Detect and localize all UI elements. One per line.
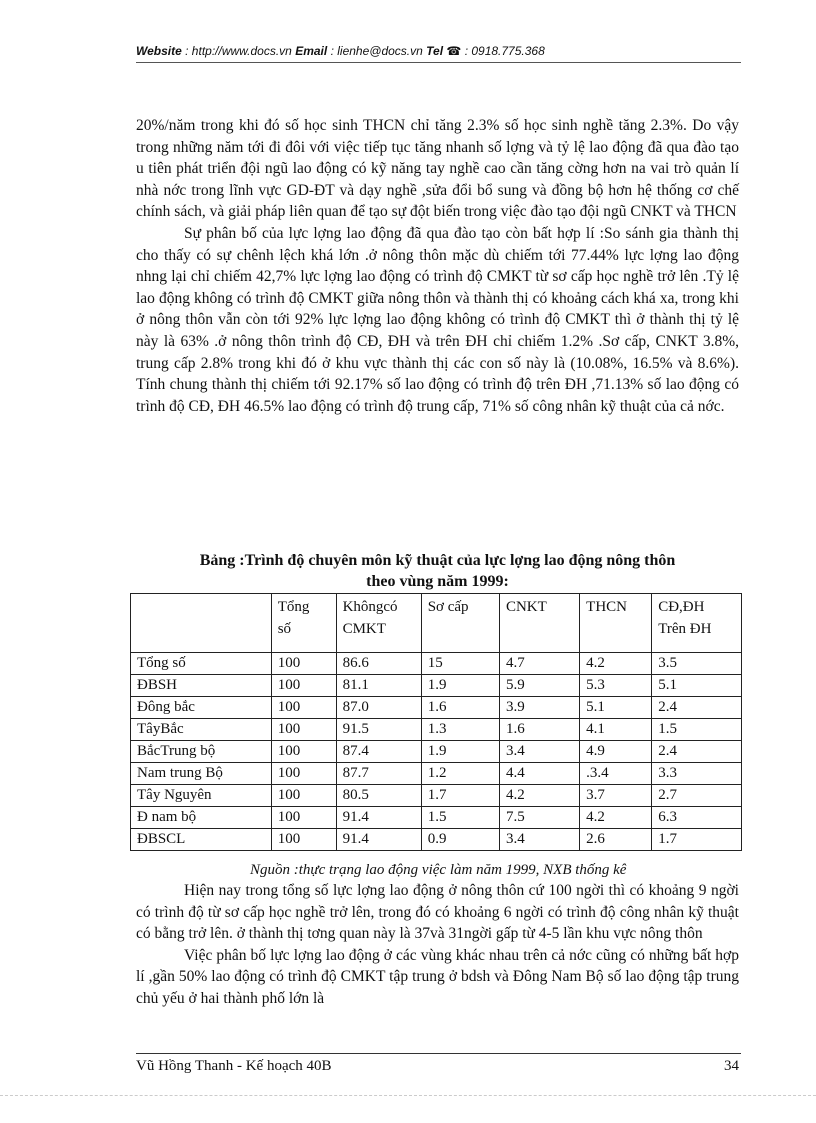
table-row <box>131 763 742 785</box>
table-cell: 100 <box>271 653 336 675</box>
table-title-line1: Bảng :Trình độ chuyên môn kỹ thuật của lực lợng lao động nông thôn <box>199 552 676 569</box>
table-title <box>136 550 739 592</box>
table-cell: 3.7 <box>580 785 652 807</box>
header-cell: CNKT <box>499 594 579 653</box>
table-cell: 100 <box>271 829 336 851</box>
table-cell: Tây Nguyên <box>131 785 272 807</box>
table-cell: 15 <box>421 653 499 675</box>
table-cell: 1.9 <box>421 675 499 697</box>
paragraph-1: 20%/năm trong khi đó số học sinh THCN chỉ tăng 2.3% số học sinh nghề tăng 2.3%. Do vậy trong những năm tới đi đôi với việc tiếp tục tăng nhanh số lợng và tỷ lệ lao động đã qua đào tạo u tiên phát triển đội ngũ lao động có kỹ năng tay nghề cao cần tăng cờng hơn na vai trò quản lí nhà nớc trong lĩnh vực GD-ĐT và dạy nghề ,sửa đổi bổ sung và đồng bộ hơn hệ thống cơ chế chính sách, và giải pháp liên quan để tạo sự đột biến trong việc đào tạo đội ngũ CNKT và THCN <box>136 117 739 221</box>
header-cell: Sơ cấp <box>421 594 499 653</box>
table-cell: 5.9 <box>499 675 579 697</box>
tel-value: : 0918.775.368 <box>464 44 545 58</box>
table-cell: Tổng số <box>131 653 272 675</box>
table-cell: 100 <box>271 675 336 697</box>
table-cell: Đông bắc <box>131 697 272 719</box>
table-cell: 1.7 <box>421 785 499 807</box>
table-cell: 100 <box>271 719 336 741</box>
table-cell: 7.5 <box>499 807 579 829</box>
table-cell: 2.6 <box>580 829 652 851</box>
table-cell: 1.2 <box>421 763 499 785</box>
tel-label: Tel <box>426 44 444 58</box>
table-cell: 1.6 <box>421 697 499 719</box>
table-cell: 4.4 <box>499 763 579 785</box>
table-cell: Nam trung Bộ <box>131 763 272 785</box>
table-cell: 86.6 <box>336 653 421 675</box>
page-number: 34 <box>724 1058 739 1074</box>
table-row <box>131 697 742 719</box>
table-cell: 5.1 <box>652 675 742 697</box>
page-edge <box>0 1095 816 1096</box>
page-footer <box>136 1058 741 1075</box>
table-row <box>131 653 742 675</box>
table-cell: .3.4 <box>580 763 652 785</box>
table-cell: 4.2 <box>580 807 652 829</box>
table-cell: 87.0 <box>336 697 421 719</box>
table-row <box>131 719 742 741</box>
paragraph-2: Sự phân bố của lực lợng lao động đã qua đào tạo còn bất hợp lí :So sánh gia thành thị cho thấy có sự chênh lệch khá lớn .ở nông thôn mặc dù chiếm tới 77.44% lực lợng lao động nhng lại chỉ chiếm 42,7% lực lợng lao động có trình độ CMKT từ sơ cấp học nghề trở lên .Tỷ lệ lao động không có trình độ CMKT giữa nông thôn và thành thị có khoảng cách khá xa, trong khi ở nông thôn vẫn còn tới 92% lực lợng lao động không có trình độ CMKT thì ở thành thị tỷ lệ này là 63% .ở nông thôn trình độ CĐ, ĐH và trên ĐH chỉ chiếm 1.2% .Sơ cấp, CNKT 3.8%, trung cấp 2.8% trong khi đó ở khu vực thành thị các con số này là (10.08%, 16.5% và 8.6%). Tính chung thành thị chiếm tới 92.17% số lao động có trình độ trên ĐH ,71.13% số lao động có trình độ CĐ, ĐH 46.5% lao động có trình độ trung cấp, 71% số công nhân kỹ thuật của cả nớc. <box>136 224 739 415</box>
table-header-row <box>131 594 742 653</box>
table-cell: 3.9 <box>499 697 579 719</box>
body-text <box>136 115 739 417</box>
table-cell: 1.3 <box>421 719 499 741</box>
table-row <box>131 829 742 851</box>
table-cell: 2.4 <box>652 697 742 719</box>
table-cell: 100 <box>271 763 336 785</box>
body-text-2 <box>136 880 739 1010</box>
table-row <box>131 675 742 697</box>
table-cell: 5.3 <box>580 675 652 697</box>
table-cell: ĐBSCL <box>131 829 272 851</box>
table-cell: 3.3 <box>652 763 742 785</box>
paragraph-3: Hiện nay trong tổng số lực lợng lao động ở nông thôn cứ 100 ngời thì có khoảng 9 ngời có trình độ từ sơ cấp học nghề trở lên, trong đó có khoảng 6 ngời có trình độ công nhân kỹ thuật có bằng trở lên. ở thành thị tơng quan này là 37và 31ngời gấp từ 4-5 lần khu vực nông thôn <box>136 882 739 943</box>
table-cell: 1.5 <box>421 807 499 829</box>
website-value: : http://www.docs.vn <box>185 44 292 58</box>
header-cell: Tổng số <box>271 594 336 653</box>
table-cell: 91.4 <box>336 829 421 851</box>
table-cell: 0.9 <box>421 829 499 851</box>
header-cell: CĐ,ĐH Trên ĐH <box>652 594 742 653</box>
table-cell: Đ nam bộ <box>131 807 272 829</box>
header-divider <box>136 62 741 63</box>
table-row <box>131 807 742 829</box>
table-cell: 100 <box>271 785 336 807</box>
table-cell: 1.6 <box>499 719 579 741</box>
table-cell: 4.7 <box>499 653 579 675</box>
table-cell: 87.4 <box>336 741 421 763</box>
email-label: Email <box>295 44 328 58</box>
header-cell: THCN <box>580 594 652 653</box>
table-cell: 100 <box>271 697 336 719</box>
table-cell: 1.5 <box>652 719 742 741</box>
table-cell: 91.5 <box>336 719 421 741</box>
phone-icon: ☎ <box>446 44 462 58</box>
table-cell: 4.1 <box>580 719 652 741</box>
table-cell: 5.1 <box>580 697 652 719</box>
email-value: : lienhe@docs.vn <box>330 44 423 58</box>
paragraph-4: Việc phân bố lực lợng lao động ở các vùng khác nhau trên cả nớc cũng có những bất hợp lí ,gần 50% lao động có trình độ CMKT tập trung ở bdsh và Đông Nam Bộ số lao động tập trung chủ yếu ở hai thành phố lớn là <box>136 946 739 1007</box>
table-cell: 2.4 <box>652 741 742 763</box>
table-cell: 100 <box>271 741 336 763</box>
website-label: Website <box>136 44 182 58</box>
header-cell: Khôngcó CMKT <box>336 594 421 653</box>
table-cell: 1.7 <box>652 829 742 851</box>
table-cell: 6.3 <box>652 807 742 829</box>
table-cell: 2.7 <box>652 785 742 807</box>
data-table <box>130 593 742 851</box>
table-cell: 1.9 <box>421 741 499 763</box>
table-cell: BắcTrung bộ <box>131 741 272 763</box>
table-row <box>131 785 742 807</box>
page-header <box>136 44 741 58</box>
table-row <box>131 741 742 763</box>
table-cell: 87.7 <box>336 763 421 785</box>
table-cell: 80.5 <box>336 785 421 807</box>
table-cell: TâyBắc <box>131 719 272 741</box>
table-cell: 4.9 <box>580 741 652 763</box>
table-title-line2: theo vùng năm 1999: <box>366 573 509 590</box>
table-cell: 100 <box>271 807 336 829</box>
table-cell: ĐBSH <box>131 675 272 697</box>
table-body <box>131 653 742 851</box>
table-cell: 91.4 <box>336 807 421 829</box>
footer-author: Vũ Hồng Thanh - Kế hoạch 40B <box>136 1058 332 1074</box>
footer-divider <box>136 1053 741 1054</box>
table-cell: 3.5 <box>652 653 742 675</box>
table-cell: 3.4 <box>499 829 579 851</box>
table-cell: 81.1 <box>336 675 421 697</box>
table-cell: 4.2 <box>499 785 579 807</box>
table-source: Nguồn :thực trạng lao động việc làm năm 1999, NXB thống kê <box>250 862 627 878</box>
header-cell <box>131 594 272 653</box>
table-cell: 4.2 <box>580 653 652 675</box>
table-cell: 3.4 <box>499 741 579 763</box>
